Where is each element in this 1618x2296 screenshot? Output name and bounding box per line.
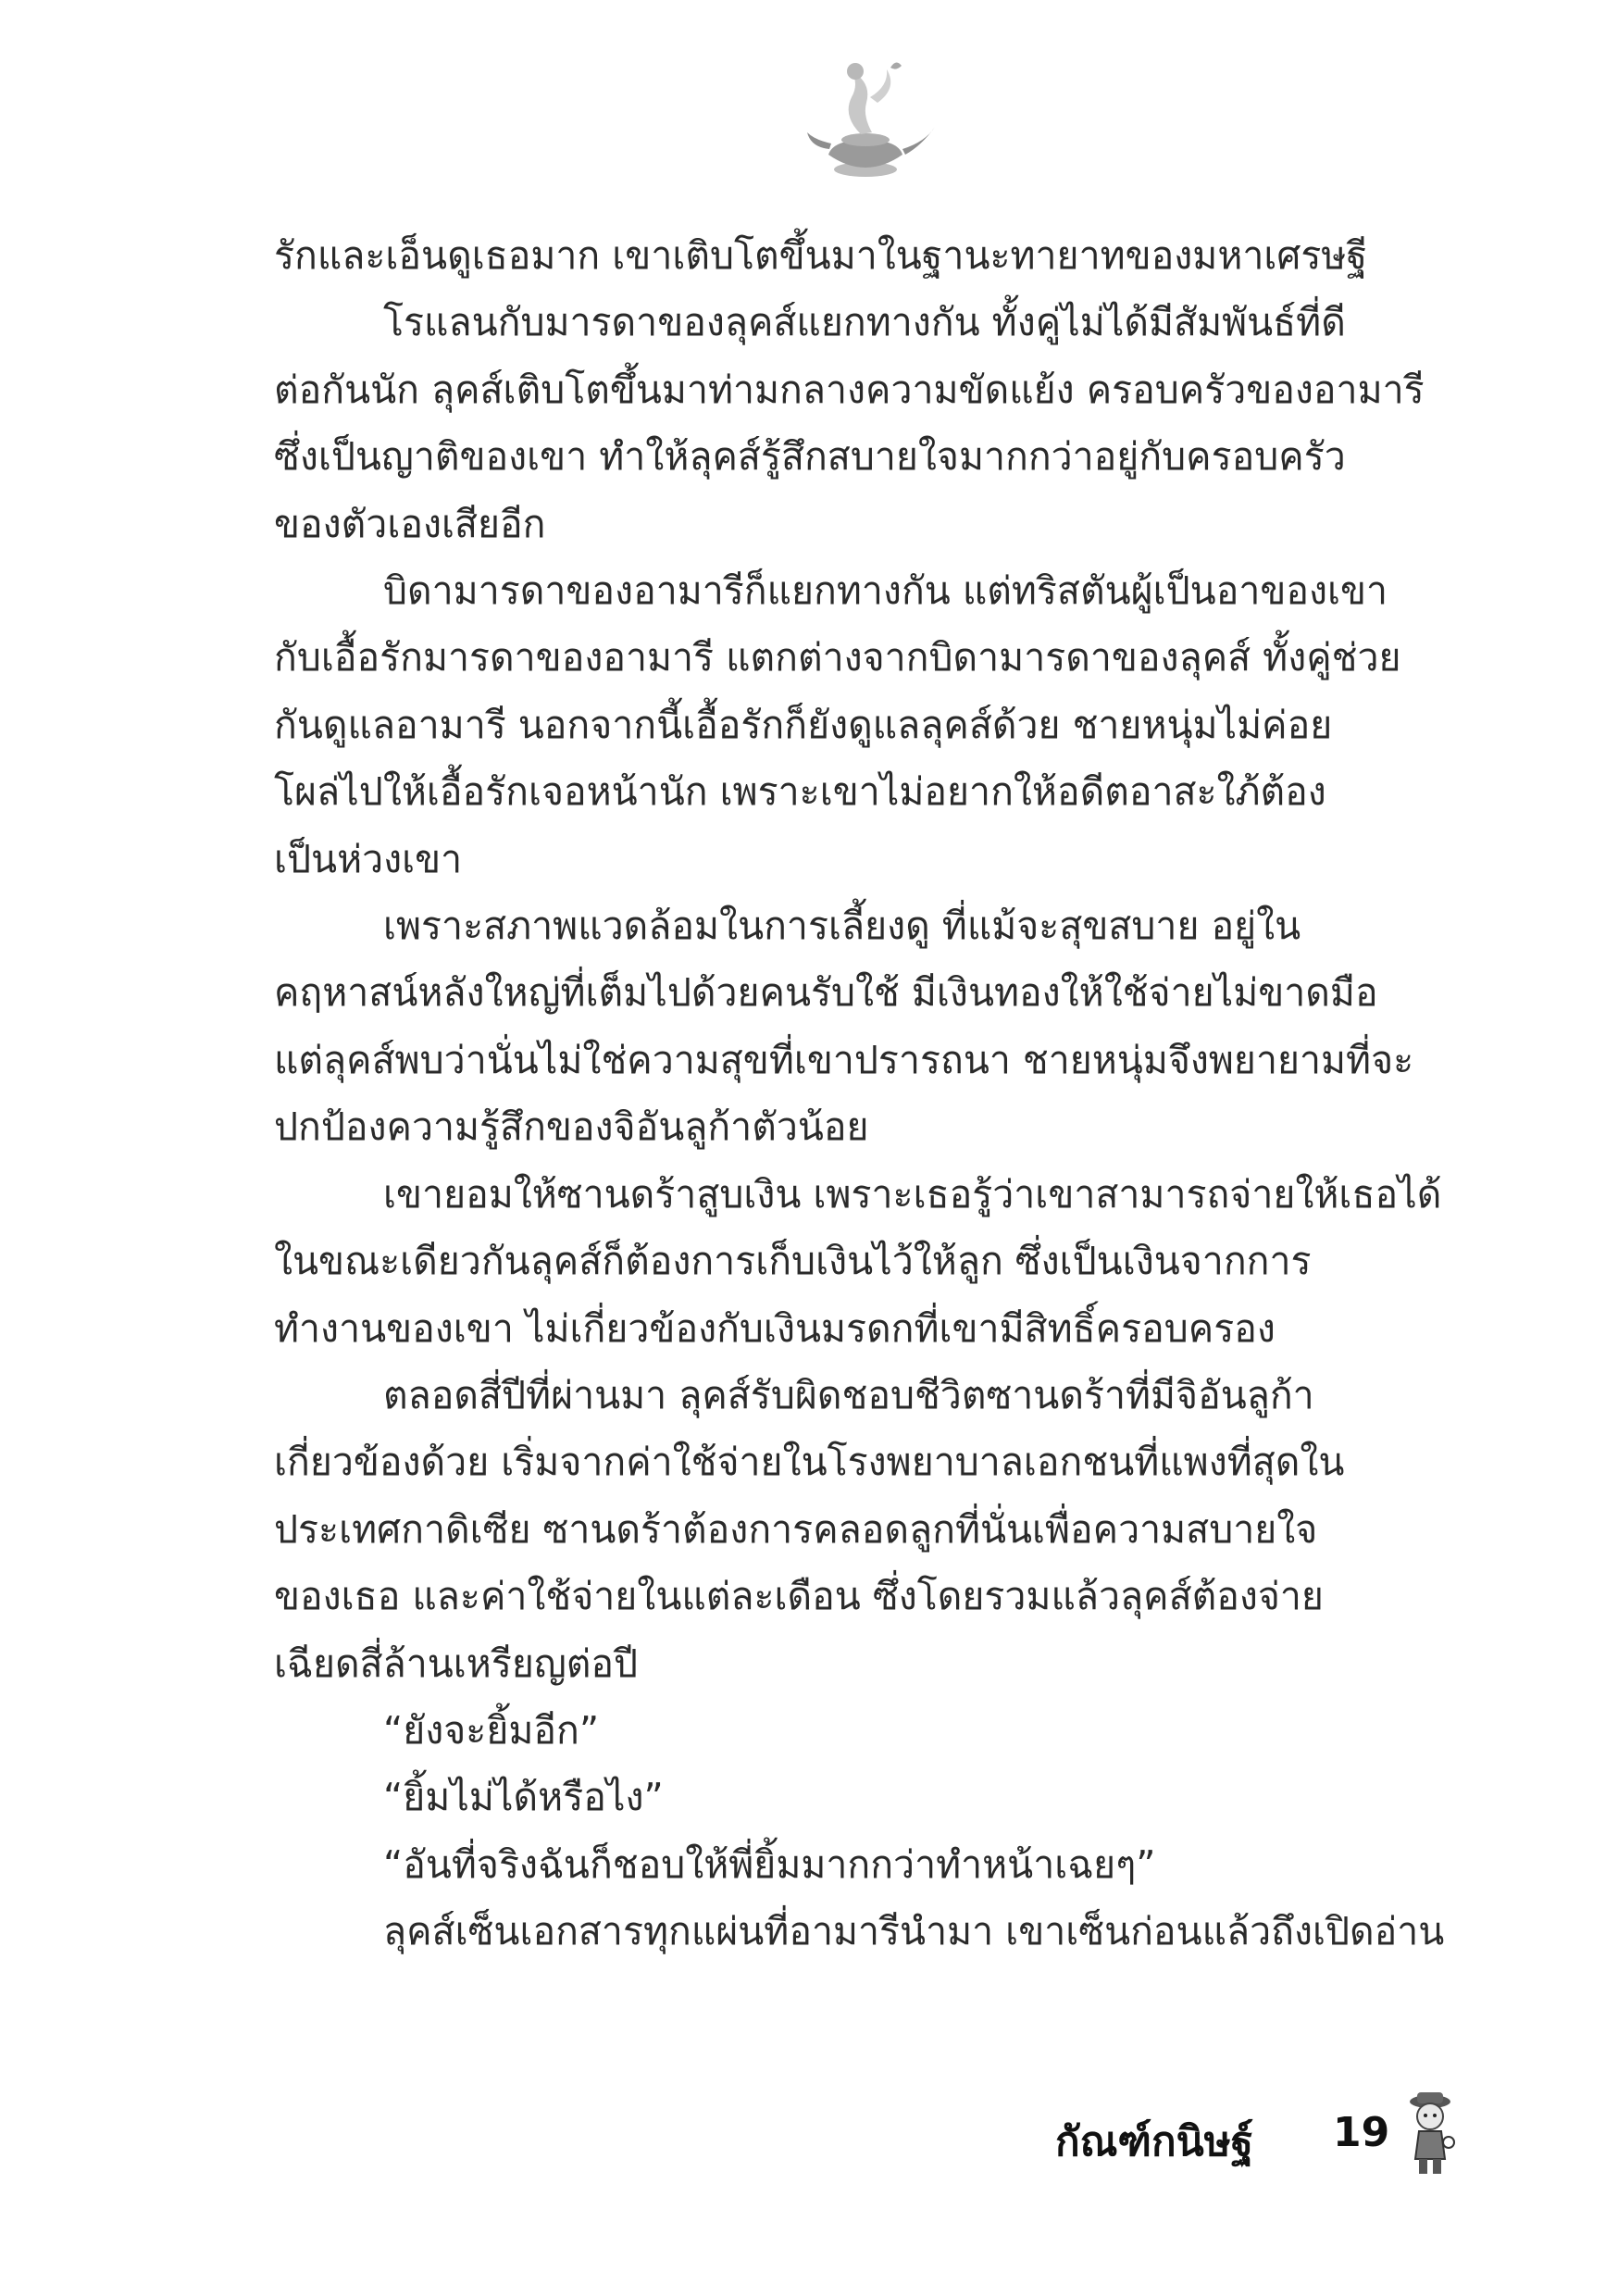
text-line: ลุคส์เซ็นเอกสารทุกแผ่นที่อามารีนำมา เขาเซ็นก่อนแล้วถึงเปิดอ่าน bbox=[383, 1909, 1445, 1954]
text-line: “อันที่จริงฉันก็ชอบให้พี่ยิ้มมากกว่าทำหน้าเฉยๆ” bbox=[383, 1841, 1156, 1887]
text-line: แต่ลุคส์พบว่านั่นไม่ใช่ความสุขที่เขาปรารถนา ชายหนุ่มจึงพยายามที่จะ bbox=[274, 1037, 1414, 1082]
page-footer bbox=[1055, 2089, 1462, 2181]
text-line: เกี่ยวข้องด้วย เริ่มจากค่าใช้จ่ายในโรงพยาบาลเอกชนที่แพงที่สุดใน bbox=[274, 1440, 1345, 1485]
text-line: คฤหาสน์หลังใหญ่ที่เต็มไปด้วยคนรับใช้ มีเงินทองให้ใช้จ่ายไม่ขาดมือ bbox=[274, 970, 1378, 1016]
text-line: เป็นห่วงเขา bbox=[274, 836, 463, 881]
cartoon-detective-icon bbox=[1402, 2089, 1458, 2181]
text-line: กับเอื้อรักมารดาของอามารี แตกต่างจากบิดามารดาของลุคส์ ทั้งคู่ช่วย bbox=[274, 635, 1401, 680]
text-line: “ยังจะยิ้มอีก” bbox=[383, 1707, 600, 1753]
text-line: เขายอมให้ซานดร้าสูบเงิน เพราะเธอรู้ว่าเขาสามารถจ่ายให้เธอได้ bbox=[383, 1171, 1442, 1217]
page-number: 19 bbox=[1333, 2109, 1390, 2156]
text-line: ประเทศกาดิเซีย ซานดร้าต้องการคลอดลูกที่นั่นเพื่อความสบายใจ bbox=[274, 1506, 1318, 1552]
text-line: ทำงานของเขา ไม่เกี่ยวข้องกับเงินมรดกที่เขามีสิทธิ์ครอบครอง bbox=[274, 1305, 1276, 1351]
text-line: เฉียดสี่ล้านเหรียญต่อปี bbox=[274, 1641, 639, 1686]
text-line: ซึ่งเป็นญาติของเขา ทำให้ลุคส์รู้สึกสบายใจมากกว่าอยู่กับครอบครัว bbox=[274, 434, 1346, 480]
text-line: ของตัวเองเสียอีก bbox=[274, 501, 546, 546]
text-line: บิดามารดาของอามารีก็แยกทางกัน แต่ทริสตันผู้เป็นอาของเขา bbox=[383, 568, 1388, 614]
text-line: ต่อกันนัก ลุคส์เติบโตขึ้นมาท่ามกลางความขัดแย้ง ครอบครัวของอามารี bbox=[274, 367, 1425, 412]
text-line: ปกป้องความรู้สึกของจิอันลูก้าตัวน้อย bbox=[274, 1104, 869, 1150]
text-line: โผล่ไปให้เอื้อรักเจอหน้านัก เพราะเขาไม่อยากให้อดีตอาสะใภ้ต้อง bbox=[274, 769, 1326, 815]
genie-lamp-icon bbox=[787, 51, 944, 190]
text-line: ของเธอ และค่าใช้จ่ายในแต่ละเดือน ซึ่งโดยรวมแล้วลุคส์ต้องจ่าย bbox=[274, 1574, 1324, 1619]
text-line: “ยิ้มไม่ได้หรือไง” bbox=[383, 1775, 664, 1820]
book-title: กัณฑ์กนิษฐ์ bbox=[1055, 2118, 1253, 2165]
text-line: เพราะสภาพแวดล้อมในการเลี้ยงดู ที่แม้จะสุขสบาย อยู่ใน bbox=[383, 904, 1301, 949]
text-line: กันดูแลอามารี นอกจากนี้เอื้อรักก็ยังดูแลลุคส์ด้วย ชายหนุ่มไม่ค่อย bbox=[274, 702, 1333, 747]
text-line: รักและเอ็นดูเธอมาก เขาเติบโตขึ้นมาในฐานะทายาทของมหาเศรษฐี bbox=[274, 233, 1368, 278]
text-line: ตลอดสี่ปีที่ผ่านมา ลุคส์รับผิดชอบชีวิตซานดร้าที่มีจิอันลูก้า bbox=[383, 1372, 1314, 1417]
text-line: โรแลนกับมารดาของลุคส์แยกทางกัน ทั้งคู่ไม่ได้มีสัมพันธ์ที่ดี bbox=[383, 300, 1346, 345]
body-text bbox=[274, 222, 1468, 1965]
text-line: ในขณะเดียวกันลุคส์ก็ต้องการเก็บเงินไว้ให้ลูก ซึ่งเป็นเงินจากการ bbox=[274, 1239, 1312, 1284]
